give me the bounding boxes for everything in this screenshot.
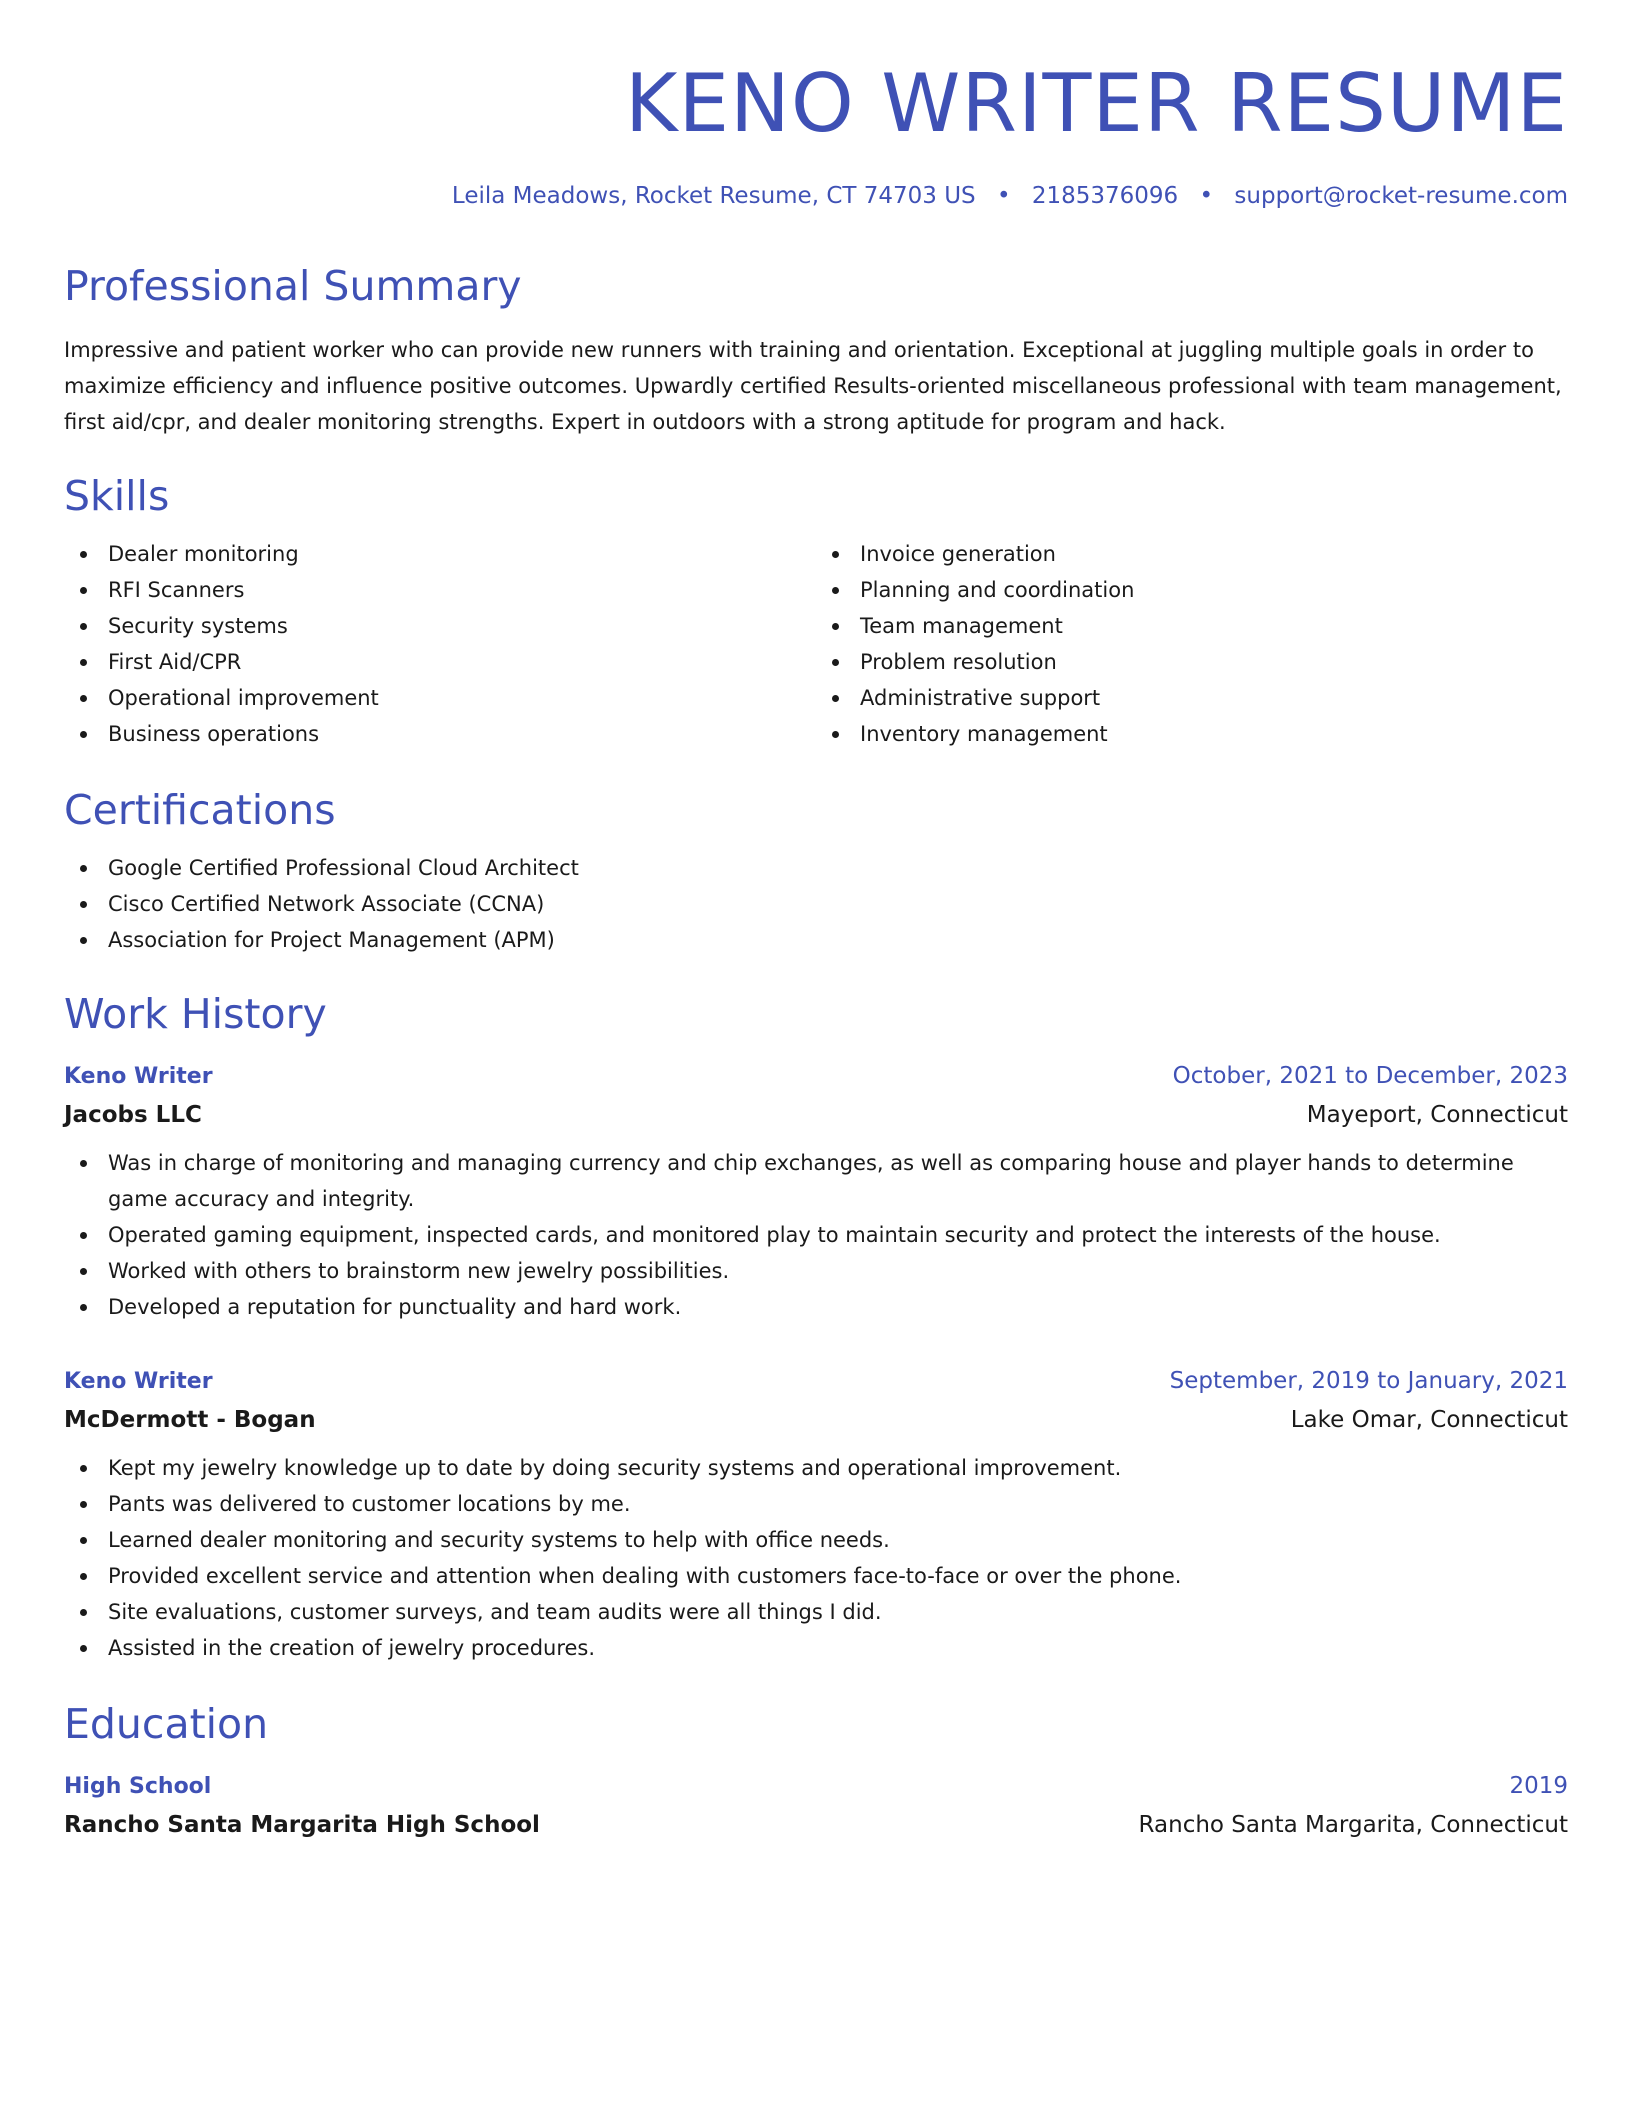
skill-item: Administrative support [816, 680, 1568, 716]
job-duty-item: Kept my jewelry knowledge up to date by doing security systems and operational improvement. [64, 1450, 1568, 1486]
certification-item: Cisco Certified Network Associate (CCNA) [64, 886, 1568, 922]
skill-item: Invoice generation [816, 536, 1568, 572]
contact-address: Leila Meadows, Rocket Resume, CT 74703 US [451, 183, 976, 209]
summary-text: Impressive and patient worker who can provide new runners with training and orientation. Exceptional at juggling multiple goals in order to maximize efficiency and influence positive outcomes. Upwardly certified Results-oriented miscellaneous professional with team management, first aid/cpr, and dealer monitoring strengths. Expert in outdoors with a strong aptitude for program and hack. [64, 338, 1562, 434]
job-location: Mayeport, Connecticut [1306, 1102, 1568, 1128]
certification-item: Google Certified Professional Cloud Architect [64, 850, 1568, 886]
skills-grid [64, 536, 1568, 752]
certification-item: Association for Project Management (APM) [64, 922, 1568, 958]
school-location: Rancho Santa Margarita, Connecticut [1138, 1812, 1568, 1838]
skill-item: Inventory management [816, 716, 1568, 752]
work-entry-subheader [64, 1400, 1568, 1440]
resume-title: KENO WRITER RESUME [625, 57, 1568, 150]
graduation-year: 2019 [1509, 1773, 1568, 1799]
job-title: Keno Writer [64, 1064, 213, 1089]
job-duties-list [64, 1145, 1568, 1325]
summary-heading: Professional Summary [64, 262, 522, 310]
degree-name: High School [64, 1774, 212, 1799]
job-location: Lake Omar, Connecticut [1290, 1407, 1568, 1433]
skills-column-left [64, 536, 816, 752]
job-dates: October, 2021 to December, 2023 [1172, 1063, 1568, 1089]
education-entry-subheader [64, 1805, 1568, 1845]
contact-line [64, 180, 1568, 212]
skills-list-right [816, 536, 1568, 752]
job-duty-item: Assisted in the creation of jewelry procedures. [64, 1630, 1568, 1666]
skill-item: RFI Scanners [64, 572, 816, 608]
work-entry-header [64, 1363, 1568, 1400]
job-duty-item: Learned dealer monitoring and security systems to help with office needs. [64, 1522, 1568, 1558]
skills-list-left [64, 536, 816, 752]
skill-item: Dealer monitoring [64, 536, 816, 572]
job-duty-item: Provided excellent service and attention when dealing with customers face-to-face or over the phone. [64, 1558, 1568, 1594]
contact-phone: 2185376096 [1031, 183, 1179, 209]
job-duties-list [64, 1450, 1568, 1666]
work-entry [64, 1363, 1568, 1666]
work-history-heading: Work History [64, 990, 327, 1038]
education-heading: Education [64, 1700, 269, 1748]
work-entry-subheader [64, 1095, 1568, 1135]
job-duty-item: Worked with others to brainstorm new jewelry possibilities. [64, 1253, 1568, 1289]
skill-item: Operational improvement [64, 680, 816, 716]
job-duty-item: Operated gaming equipment, inspected cards, and monitored play to maintain security and protect the interests of the house. [64, 1217, 1568, 1253]
skill-item: Security systems [64, 608, 816, 644]
contact-separator: • [1199, 183, 1214, 209]
job-duty-item: Site evaluations, customer surveys, and team audits were all things I did. [64, 1594, 1568, 1630]
skills-heading: Skills [64, 472, 170, 520]
work-entry [64, 1058, 1568, 1325]
job-dates: September, 2019 to January, 2021 [1169, 1368, 1568, 1394]
skill-item: Planning and coordination [816, 572, 1568, 608]
skill-item: Problem resolution [816, 644, 1568, 680]
job-duty-item: Developed a reputation for punctuality and hard work. [64, 1289, 1568, 1325]
job-duty-item: Was in charge of monitoring and managing currency and chip exchanges, as well as comparing house and player hands to determine game accuracy and integrity. [64, 1145, 1568, 1217]
company-name: McDermott - Bogan [64, 1407, 316, 1433]
job-duty-item: Pants was delivered to customer locations by me. [64, 1486, 1568, 1522]
school-name: Rancho Santa Margarita High School [64, 1812, 540, 1838]
contact-separator: • [996, 183, 1011, 209]
contact-email[interactable]: support@rocket-resume.com [1234, 183, 1568, 209]
education-entry [64, 1768, 1568, 1845]
skill-item: Team management [816, 608, 1568, 644]
skills-column-right [816, 536, 1568, 752]
education-entry-header [64, 1768, 1568, 1805]
certifications-list [64, 850, 1568, 958]
skill-item: Business operations [64, 716, 816, 752]
job-title: Keno Writer [64, 1369, 213, 1394]
company-name: Jacobs LLC [64, 1102, 202, 1128]
certifications-heading: Certifications [64, 786, 336, 834]
work-entry-header [64, 1058, 1568, 1095]
skill-item: First Aid/CPR [64, 644, 816, 680]
